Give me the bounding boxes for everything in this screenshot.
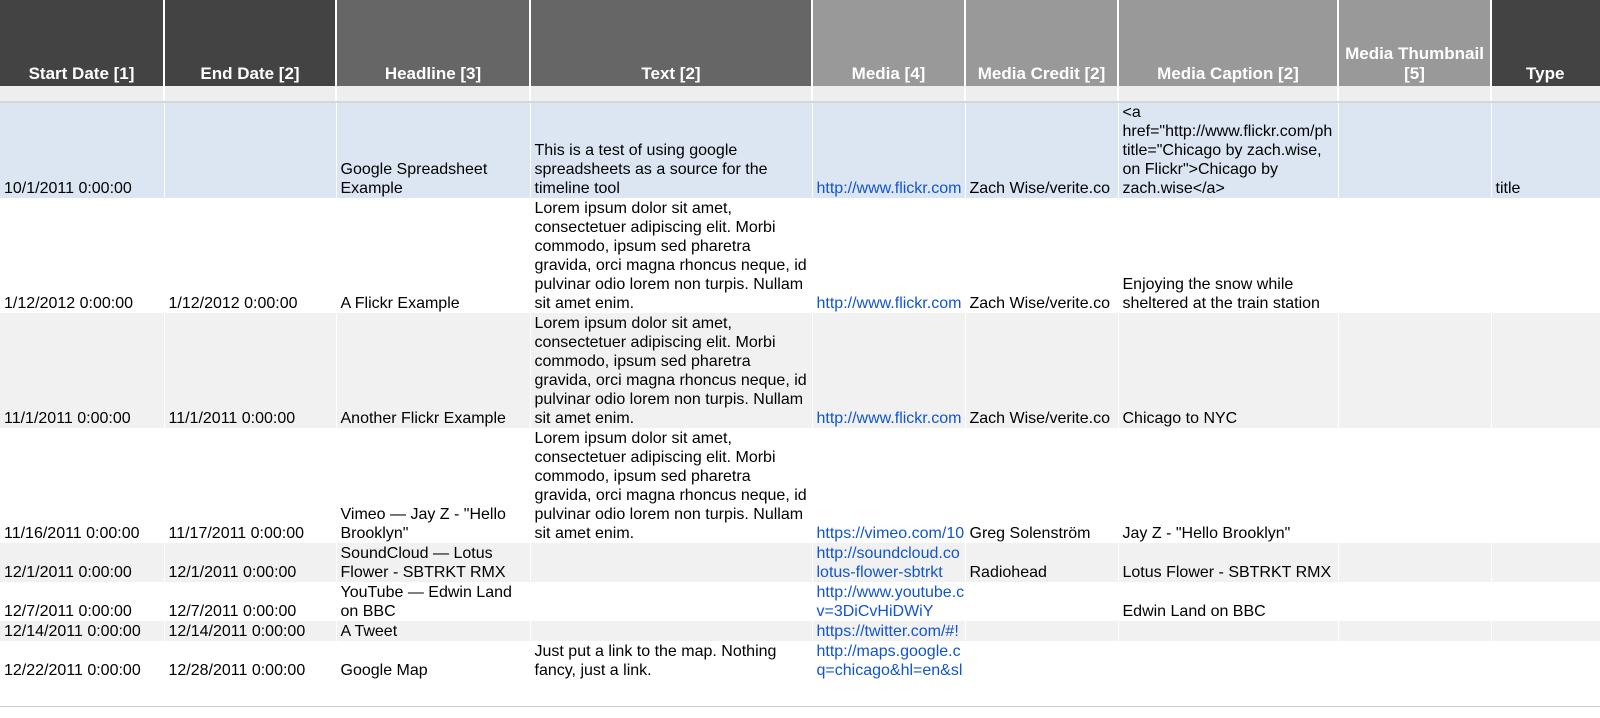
media-thumbnail-cell[interactable]: [1338, 198, 1491, 313]
text-cell[interactable]: [530, 621, 812, 641]
column-header[interactable]: End Date [2]: [164, 0, 336, 86]
type-cell[interactable]: [1491, 198, 1600, 313]
start-date-cell[interactable]: 12/22/2011 0:00:00: [0, 641, 164, 680]
text-cell[interactable]: [530, 582, 812, 621]
media-cell[interactable]: [812, 102, 965, 198]
text-cell[interactable]: Lorem ipsum dolor sit amet, consectetuer adipiscing elit. Morbi commodo, ipsum sed pharetra gravida, orci magna rhoncus neque, id pulvinar odio lorem non turpis. Nullam sit amet enim.: [530, 428, 812, 543]
media-cell[interactable]: [812, 641, 965, 680]
media-credit-cell[interactable]: Greg Solenström: [965, 428, 1118, 543]
media-link[interactable]: https://twitter.com/#!: [816, 623, 959, 640]
column-header[interactable]: Headline [3]: [336, 0, 530, 86]
table-row[interactable]: [0, 428, 1600, 543]
type-cell[interactable]: [1491, 543, 1600, 582]
end-date-cell[interactable]: [164, 102, 336, 198]
media-link[interactable]: q=chicago&hl=en&sl: [816, 662, 963, 679]
media-caption-cell[interactable]: [1118, 641, 1338, 680]
empty-cell[interactable]: [530, 86, 812, 102]
start-date-cell[interactable]: 12/1/2011 0:00:00: [0, 543, 164, 582]
headline-cell[interactable]: Another Flickr Example: [336, 313, 530, 428]
empty-cell[interactable]: [336, 86, 530, 102]
media-link[interactable]: http://maps.google.c: [816, 643, 961, 660]
media-link[interactable]: v=3DiCvHiDWiY: [816, 603, 934, 620]
empty-cell[interactable]: [965, 86, 1118, 102]
type-cell[interactable]: [1491, 641, 1600, 680]
media-cell[interactable]: [812, 313, 965, 428]
media-thumbnail-cell[interactable]: [1338, 102, 1491, 198]
media-credit-cell[interactable]: Radiohead: [965, 543, 1118, 582]
type-cell[interactable]: [1491, 621, 1600, 641]
table-row[interactable]: [0, 621, 1600, 641]
table-row[interactable]: [0, 582, 1600, 621]
column-header[interactable]: Media Thumbnail [5]: [1338, 0, 1491, 86]
text-cell[interactable]: Just put a link to the map. Nothing fancy, just a link.: [530, 641, 812, 680]
media-link[interactable]: https://vimeo.com/10: [816, 525, 965, 542]
media-link[interactable]: http://www.flickr.com: [816, 180, 962, 197]
media-cell[interactable]: [812, 543, 965, 582]
text-cell[interactable]: [530, 543, 812, 582]
media-credit-cell[interactable]: Zach Wise/verite.co: [965, 102, 1118, 198]
media-credit-cell[interactable]: [965, 621, 1118, 641]
media-credit-cell[interactable]: Zach Wise/verite.co: [965, 313, 1118, 428]
media-link[interactable]: http://www.flickr.com: [816, 295, 962, 312]
headline-cell[interactable]: SoundCloud — Lotus Flower - SBTRKT RMX: [336, 543, 530, 582]
media-thumbnail-cell[interactable]: [1338, 543, 1491, 582]
media-credit-cell[interactable]: [965, 582, 1118, 621]
media-credit-cell[interactable]: Zach Wise/verite.co: [965, 198, 1118, 313]
column-header[interactable]: Type: [1491, 0, 1600, 86]
start-date-cell[interactable]: 11/16/2011 0:00:00: [0, 428, 164, 543]
start-date-cell[interactable]: 1/12/2012 0:00:00: [0, 198, 164, 313]
media-link[interactable]: lotus-flower-sbtrkt: [816, 564, 943, 581]
end-date-cell[interactable]: 12/1/2011 0:00:00: [164, 543, 336, 582]
type-cell[interactable]: [1491, 428, 1600, 543]
media-cell[interactable]: [812, 198, 965, 313]
media-thumbnail-cell[interactable]: [1338, 428, 1491, 543]
text-cell[interactable]: This is a test of using google spreadsheets as a source for the timeline tool: [530, 102, 812, 198]
table-row[interactable]: [0, 641, 1600, 680]
media-caption-cell[interactable]: Lotus Flower - SBTRKT RMX: [1118, 543, 1338, 582]
end-date-cell[interactable]: 11/1/2011 0:00:00: [164, 313, 336, 428]
table-row[interactable]: [0, 313, 1600, 428]
media-caption-cell[interactable]: [1118, 621, 1338, 641]
end-date-cell[interactable]: 12/7/2011 0:00:00: [164, 582, 336, 621]
media-link[interactable]: http://www.youtube.c: [816, 584, 965, 601]
media-thumbnail-cell[interactable]: [1338, 582, 1491, 621]
start-date-cell[interactable]: 12/7/2011 0:00:00: [0, 582, 164, 621]
empty-cell[interactable]: [164, 86, 336, 102]
media-caption-cell[interactable]: Enjoying the snow while sheltered at the train station: [1118, 198, 1338, 313]
media-caption-cell[interactable]: <a href="http://www.flickr.com/ph title="Chicago by zach.wise, on Flickr">Chicago by zach.wise</a>: [1118, 102, 1338, 198]
text-cell[interactable]: Lorem ipsum dolor sit amet, consectetuer adipiscing elit. Morbi commodo, ipsum sed pharetra gravida, orci magna rhoncus neque, id pulvinar odio lorem non turpis. Nullam sit amet enim.: [530, 198, 812, 313]
start-date-cell[interactable]: 11/1/2011 0:00:00: [0, 313, 164, 428]
column-header[interactable]: Media Credit [2]: [965, 0, 1118, 86]
type-cell[interactable]: title: [1491, 102, 1600, 198]
media-credit-cell[interactable]: [965, 641, 1118, 680]
end-date-cell[interactable]: 1/12/2012 0:00:00: [164, 198, 336, 313]
column-header[interactable]: Media [4]: [812, 0, 965, 86]
table-row[interactable]: [0, 102, 1600, 198]
empty-cell[interactable]: [812, 86, 965, 102]
media-cell[interactable]: [812, 582, 965, 621]
spacer-row: [0, 86, 1600, 102]
table-row[interactable]: [0, 198, 1600, 313]
media-caption-cell[interactable]: Jay Z - "Hello Brooklyn": [1118, 428, 1338, 543]
headline-cell[interactable]: A Tweet: [336, 621, 530, 641]
empty-cell[interactable]: [0, 86, 164, 102]
sheet-footer: [0, 706, 1600, 718]
media-thumbnail-cell[interactable]: [1338, 641, 1491, 680]
column-header[interactable]: Text [2]: [530, 0, 812, 86]
headline-cell[interactable]: YouTube — Edwin Land on BBC: [336, 582, 530, 621]
media-cell[interactable]: [812, 621, 965, 641]
type-cell[interactable]: [1491, 313, 1600, 428]
header-row: [0, 0, 1600, 86]
type-cell[interactable]: [1491, 582, 1600, 621]
media-caption-cell[interactable]: Edwin Land on BBC: [1118, 582, 1338, 621]
media-thumbnail-cell[interactable]: [1338, 621, 1491, 641]
media-link[interactable]: http://soundcloud.co: [816, 545, 960, 562]
empty-cell[interactable]: [1491, 86, 1600, 102]
headline-cell[interactable]: Vimeo — Jay Z - "Hello Brooklyn": [336, 428, 530, 543]
media-thumbnail-cell[interactable]: [1338, 313, 1491, 428]
end-date-cell[interactable]: 12/14/2011 0:00:00: [164, 621, 336, 641]
end-date-cell[interactable]: 12/28/2011 0:00:00: [164, 641, 336, 680]
column-header[interactable]: Start Date [1]: [0, 0, 164, 86]
start-date-cell[interactable]: 10/1/2011 0:00:00: [0, 102, 164, 198]
media-link[interactable]: http://www.flickr.com: [816, 410, 962, 427]
empty-cell[interactable]: [1118, 86, 1338, 102]
column-header[interactable]: Media Caption [2]: [1118, 0, 1338, 86]
start-date-cell[interactable]: 12/14/2011 0:00:00: [0, 621, 164, 641]
empty-cell[interactable]: [1338, 86, 1491, 102]
headline-cell[interactable]: Google Spreadsheet Example: [336, 102, 530, 198]
headline-cell[interactable]: A Flickr Example: [336, 198, 530, 313]
text-cell[interactable]: Lorem ipsum dolor sit amet, consectetuer adipiscing elit. Morbi commodo, ipsum sed pharetra gravida, orci magna rhoncus neque, id pulvinar odio lorem non turpis. Nullam sit amet enim.: [530, 313, 812, 428]
media-caption-cell[interactable]: Chicago to NYC: [1118, 313, 1338, 428]
data-rows: [0, 102, 1600, 680]
end-date-cell[interactable]: 11/17/2011 0:00:00: [164, 428, 336, 543]
media-cell[interactable]: [812, 428, 965, 543]
headline-cell[interactable]: Google Map: [336, 641, 530, 680]
table-row[interactable]: [0, 543, 1600, 582]
